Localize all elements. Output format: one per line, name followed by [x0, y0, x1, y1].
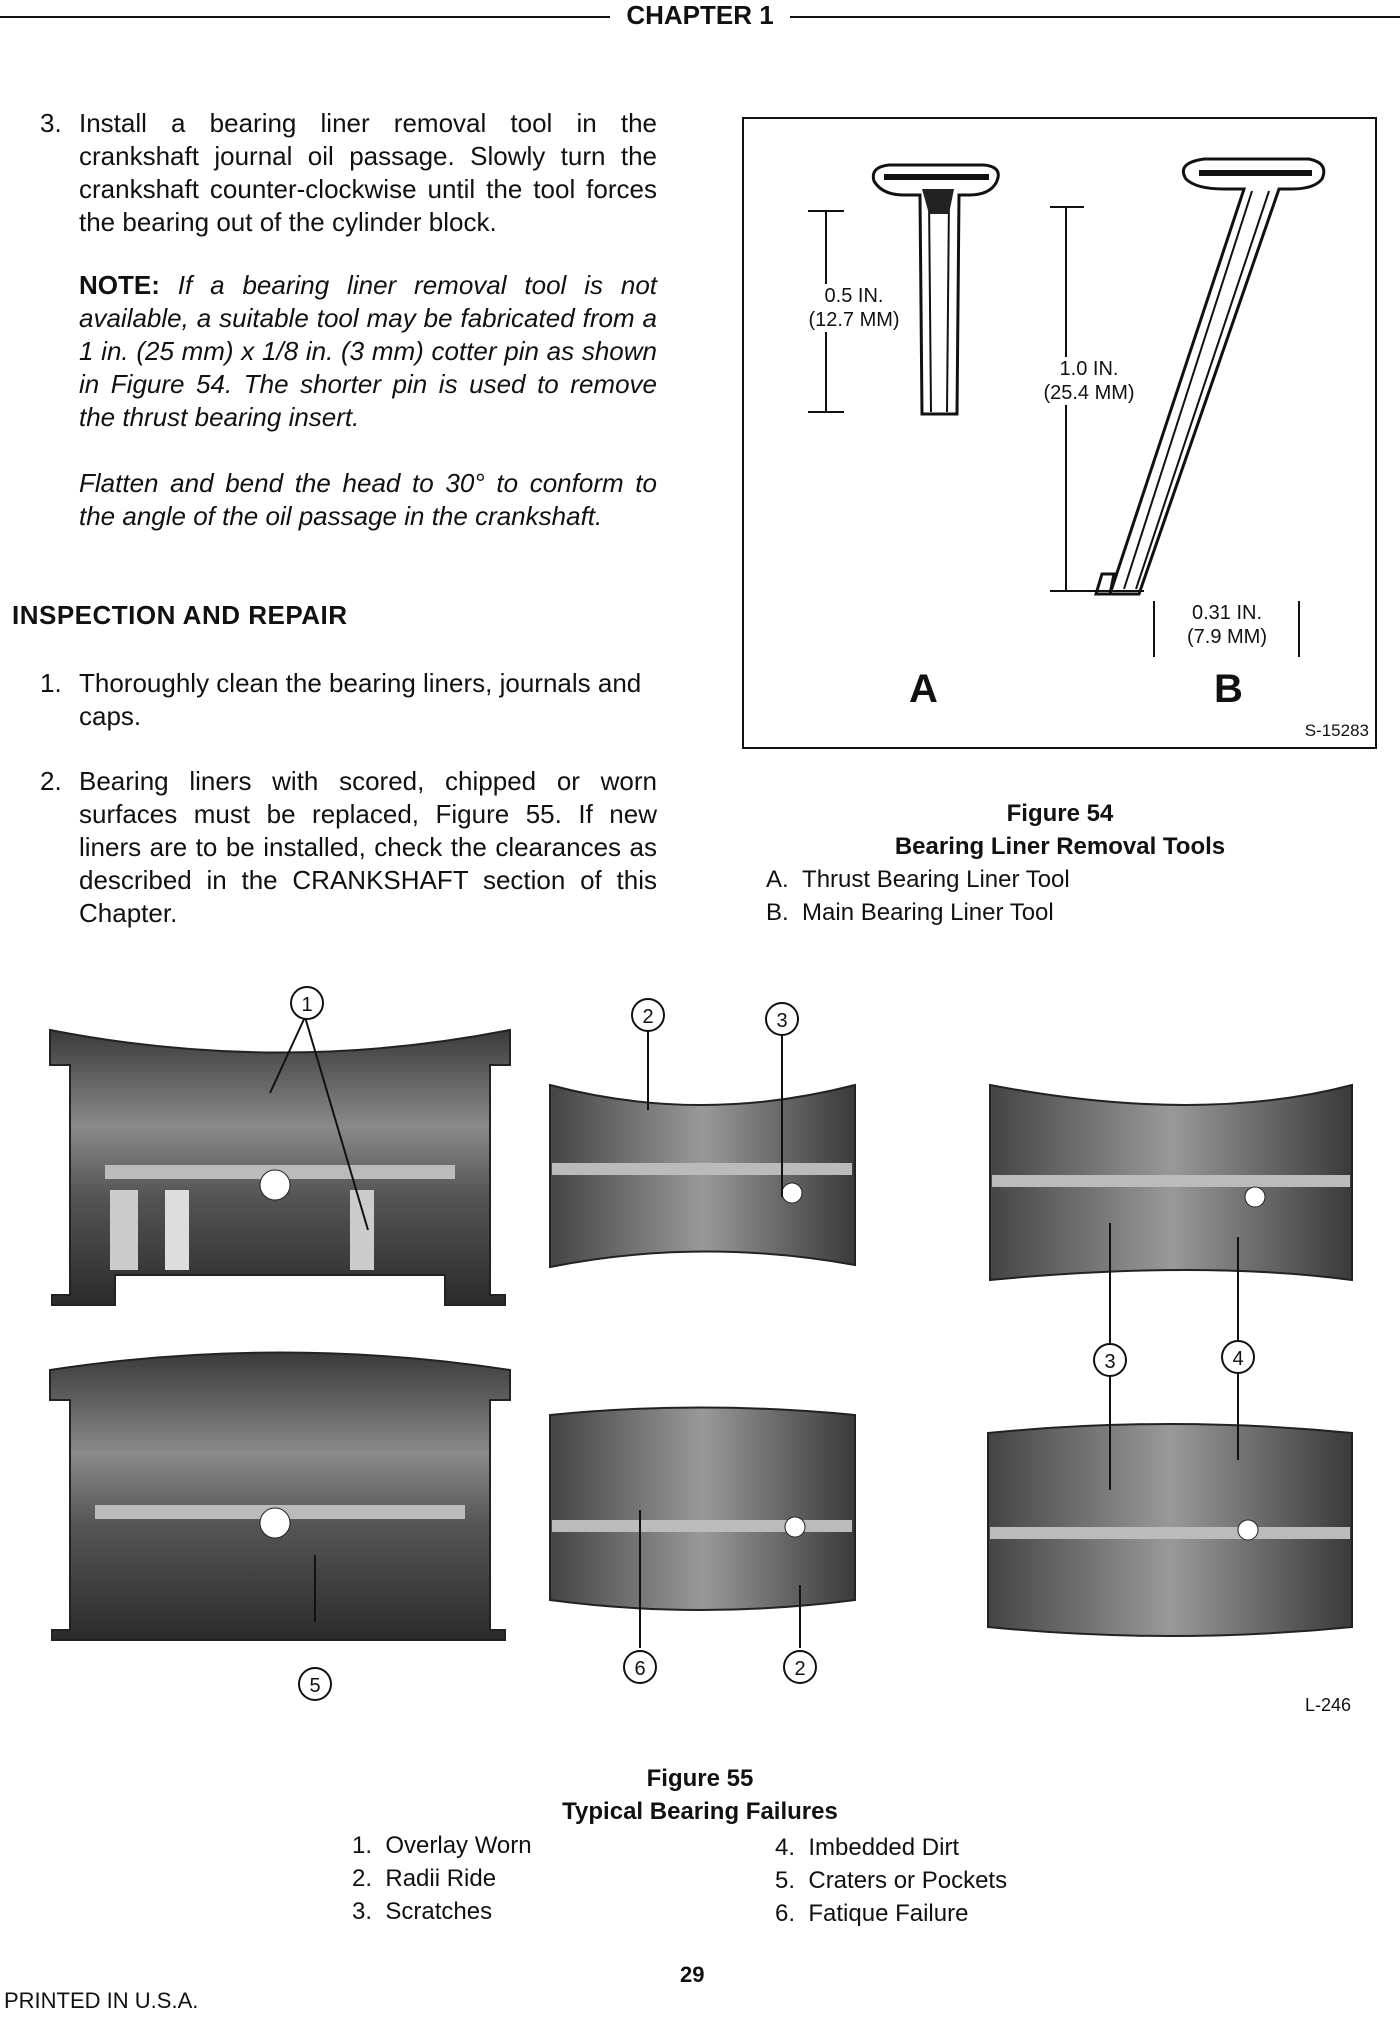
figure-54-drawing	[744, 119, 1375, 747]
figure-55-caption-sub: Typical Bearing Failures	[562, 1798, 838, 1825]
figure-55-item-4: 4. Imbedded Dirt	[775, 1834, 960, 1861]
step-3-text: Install a bearing liner removal tool in the crankshaft journal oil passage. Slowly turn the crankshaft counter-clockwise until the tool forces the bearing out of the cylinder block.	[79, 108, 657, 237]
note-paragraph	[79, 269, 657, 434]
callout-2-bottom: 2	[783, 1650, 817, 1684]
photo-bearing-right-bottom	[988, 1424, 1352, 1636]
item-2-number: 2.	[40, 766, 62, 796]
figure-55-photos	[0, 975, 1400, 1675]
figure-55-item-1: 1. Overlay Worn	[352, 1832, 532, 1859]
figure-54-caption-title: Figure 54	[1006, 800, 1114, 827]
chapter-heading: CHAPTER 1	[0, 0, 1400, 31]
callout-5: 5	[298, 1667, 332, 1701]
figure-55-item-3: 3. Scratches	[352, 1898, 493, 1925]
photo-bearing-middle-top	[550, 1085, 855, 1267]
figure-54-item-b: B. Main Bearing Liner Tool	[766, 899, 1054, 926]
item-1-text: Thoroughly clean the bearing liners, journals and caps.	[79, 668, 642, 731]
item-2-text: Bearing liners with scored, chipped or worn surfaces must be replaced, Figure 55. If new liners are to be installed, check the clearances as described in the CRANKSHAFT section of this Chapter.	[79, 766, 657, 928]
flatten-text: Flatten and bend the head to 30° to conform to the angle of the oil passage in the crankshaft.	[79, 468, 657, 531]
footer-page-number: 29	[680, 1962, 705, 1987]
callout-4: 4	[1221, 1340, 1255, 1374]
photo-thrust-bearing-bottom	[50, 1353, 510, 1641]
item-1-number: 1.	[40, 668, 62, 698]
figure-55-code: L-246	[1305, 1695, 1352, 1715]
figure-54-caption-sub: Bearing Liner Removal Tools	[894, 833, 1226, 860]
footer-printed: PRINTED IN U.S.A.	[4, 1988, 199, 2013]
dim-b-label: 1.0 IN. (25.4 MM)	[1024, 357, 1154, 405]
callout-3-top: 3	[765, 1002, 799, 1036]
callout-3-right: 3	[1093, 1343, 1127, 1377]
callout-2-top: 2	[631, 998, 665, 1032]
note-text: If a bearing liner removal tool is not available, a suitable tool may be fabricated from a 1 in. (25 mm) x 1/8 in. (3 mm) cotter pin as shown in Figure 54. The shorter pin is used to remove the thrust bearing insert.	[79, 270, 657, 432]
section-heading: INSPECTION AND REPAIR	[12, 600, 348, 630]
tool-b-label: B	[1214, 667, 1243, 711]
callout-6: 6	[623, 1650, 657, 1684]
note-label: NOTE:	[79, 270, 160, 300]
dim-a-label: 0.5 IN. (12.7 MM)	[789, 284, 919, 332]
tool-a-label: A	[909, 667, 938, 711]
figure-54-item-a: A. Thrust Bearing Liner Tool	[766, 866, 1070, 893]
figure-55-item-6: 6. Fatique Failure	[775, 1900, 969, 1927]
dim-c-label: 0.31 IN. (7.9 MM)	[1187, 602, 1267, 648]
figure-54-frame	[742, 117, 1377, 749]
figure-54-code: S-15283	[1304, 721, 1369, 740]
step-3-number: 3.	[40, 108, 62, 138]
photo-bearing-middle-bottom	[550, 1408, 855, 1611]
figure-55-item-2: 2. Radii Ride	[352, 1865, 497, 1892]
figure-55-item-5: 5. Craters or Pockets	[775, 1867, 1008, 1894]
callout-1: 1	[290, 986, 324, 1020]
figure-55-caption-title: Figure 55	[646, 1765, 754, 1792]
photo-bearing-right-top	[990, 1085, 1352, 1280]
